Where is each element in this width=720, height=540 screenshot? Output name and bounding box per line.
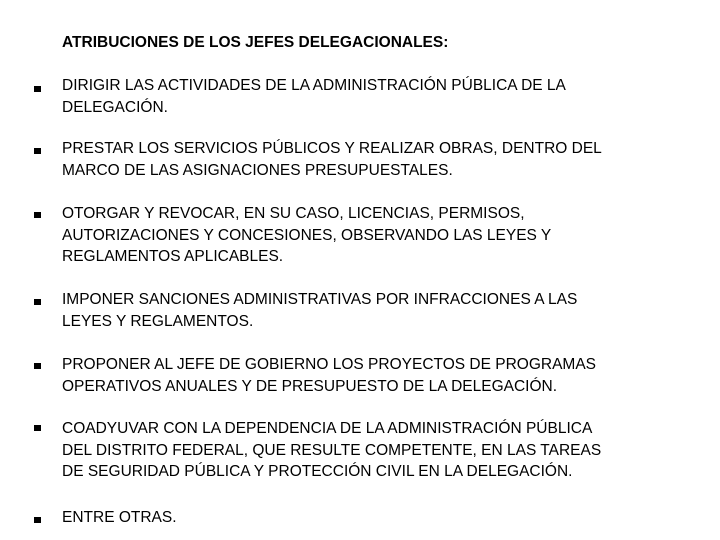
list-item-text [62,418,702,483]
square-bullet-icon [34,363,41,369]
list-item-line: IMPONER SANCIONES ADMINISTRATIVAS POR INFRACCIONES A LAS [62,291,578,308]
square-bullet-icon [34,425,41,431]
list-item-text [62,289,702,332]
square-bullet-icon [34,212,41,218]
list-item-line: DEL DISTRITO FEDERAL, QUE RESULTE COMPETENTE, EN LAS TAREAS [62,441,602,459]
list-item-text [62,507,702,529]
square-bullet-icon [34,86,41,92]
list-item-line: DELEGACIÓN. [62,98,168,116]
list-item-text [62,75,702,118]
square-bullet-icon [34,148,41,154]
square-bullet-icon [34,517,41,523]
list-item-line: PROPONER AL JEFE DE GOBIERNO LOS PROYECTOS DE PROGRAMAS [62,356,597,373]
list-item-text [62,138,702,181]
list-item-text [62,354,702,397]
document-title: ATRIBUCIONES DE LOS JEFES DELEGACIONALES: [62,34,449,51]
square-bullet-icon [34,299,41,305]
list-item-line: AUTORIZACIONES Y CONCESIONES, OBSERVANDO LAS LEYES Y [62,226,552,244]
list-item-line: OPERATIVOS ANUALES Y DE PRESUPUESTO DE LA DELEGACIÓN. [62,377,558,395]
list-item-line: LEYES Y REGLAMENTOS. [62,312,254,330]
list-item-line: REGLAMENTOS APLICABLES. [62,248,284,265]
list-item-line: OTORGAR Y REVOCAR, EN SU CASO, LICENCIAS, PERMISOS, [62,205,525,222]
list-item-line: DE SEGURIDAD PÚBLICA Y PROTECCIÓN CIVIL EN LA DELEGACIÓN. [62,463,573,480]
list-item-line: PRESTAR LOS SERVICIOS PÚBLICOS Y REALIZAR OBRAS, DENTRO DEL [62,140,602,157]
list-item-line: DIRIGIR LAS ACTIVIDADES DE LA ADMINISTRACIÓN PÚBLICA DE LA [62,77,566,94]
list-item-line: ENTRE OTRAS. [62,509,177,526]
list-item-text [62,203,702,268]
list-item-line: MARCO DE LAS ASIGNACIONES PRESUPUESTALES. [62,161,453,179]
list-item-line: COADYUVAR CON LA DEPENDENCIA DE LA ADMINISTRACIÓN PÚBLICA [62,420,593,437]
